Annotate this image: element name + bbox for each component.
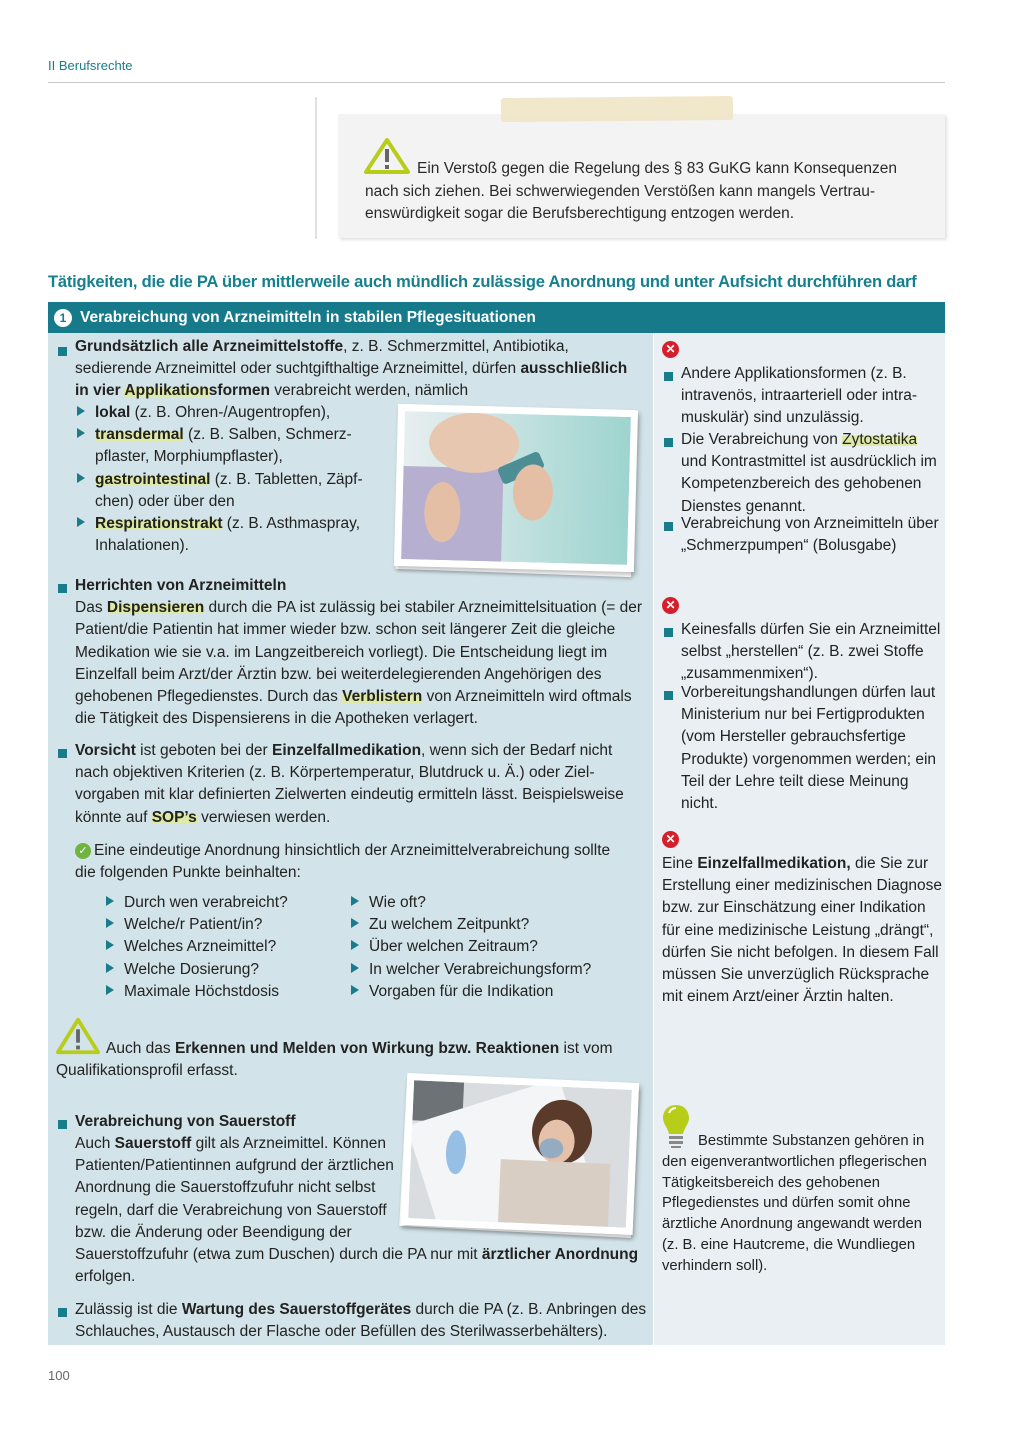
text: und Kontrastmittel ist ausdrücklich im Kompetenzbereich des gehobenen Dienstes genannt. [681, 453, 937, 515]
list-item-sauerstoff-head [75, 1111, 410, 1133]
highlight-term: Applikation [124, 382, 209, 400]
text: gilt als Arzneimittel. Können Patienten/Patientinnen aufgrund der ärztlichen Anordnung die Sauerstoffzufuhr nicht selbst regeln, darf die Verabreichung von Sauerstoff bzw. die Änderung oder Beendigung der Sauerstoffzufuhr (etwa zum Duschen) durch die PA nur mit [75, 1135, 482, 1264]
text: Die Verabreichung von [681, 431, 843, 448]
text: , z. B. Schmerzmittel, Antibiotika, sedierende Arzneimittel oder suchtgifthaltige Arzneimittel, dürfen [75, 338, 569, 378]
section-title: Tätigkeiten, die die PA über mittlerweile auch mündlich zulässige Anordnung und unter Aufsicht durchführen darf [48, 273, 917, 291]
text: Auch [75, 1135, 115, 1152]
text: (z. B. Ohren-/Augentropfen), [130, 404, 331, 421]
inhaler-image [401, 411, 631, 565]
bold-term: sformen [208, 382, 270, 400]
checklist-item [106, 981, 336, 1003]
error-icon: ✕ [662, 597, 679, 614]
text: Welche Dosierung? [124, 960, 259, 978]
list-item-applikationsformen [75, 336, 645, 403]
bullet-icon [664, 438, 673, 447]
bullet-icon [58, 749, 67, 758]
header-divider [48, 82, 945, 83]
triangle-bullet-icon [351, 985, 359, 995]
text: (z. B. Salben, Schmerz-pflaster, Morphiumpflaster), [95, 426, 352, 466]
list-item-vorsicht [75, 740, 650, 829]
triangle-bullet-icon [77, 406, 85, 416]
text: ist geboten bei der [135, 742, 273, 759]
list-item-sauerstoff [75, 1133, 650, 1288]
text: Das [75, 599, 107, 617]
section-band [48, 302, 945, 333]
section-number-badge: 1 [54, 309, 72, 327]
triangle-bullet-icon [106, 896, 114, 906]
triangle-bullet-icon [77, 428, 85, 438]
float-spacer [418, 1133, 650, 1243]
checklist-item [351, 981, 641, 1003]
checklist-item [106, 959, 336, 981]
triangle-bullet-icon [351, 940, 359, 950]
bullet-icon [664, 372, 673, 381]
running-head: II Berufsrechte [48, 58, 133, 73]
bold-term: Vorsicht [75, 742, 136, 759]
bold-term: Erkennen und Melden von Wirkung bzw. Reaktionen [174, 1040, 560, 1057]
bullet-icon [664, 522, 673, 531]
triangle-bullet-icon [106, 963, 114, 973]
text: Welches Arzneimittel? [124, 938, 277, 956]
check-icon: ✓ [75, 843, 91, 859]
text: Zulässig ist die [75, 1301, 182, 1318]
checklist-item [106, 936, 336, 958]
highlight-term: Zytostatika [842, 431, 918, 448]
triangle-bullet-icon [77, 473, 85, 483]
triangle-bullet-icon [351, 963, 359, 973]
text: Maximale Höchstdosis [124, 982, 280, 1000]
highlight-term: SOP’s [151, 808, 197, 826]
bullet-icon [58, 1308, 67, 1317]
text: Eine [662, 855, 698, 872]
triangle-bullet-icon [106, 940, 114, 950]
triangle-bullet-icon [351, 918, 359, 928]
forbidden-item [681, 429, 941, 518]
forbidden-item: Andere Applikationsformen (z. B. intravenös, intraarteriell oder intramuskulär) sind unzulässig. [681, 365, 918, 427]
checklist-item [351, 959, 641, 981]
bold-term: ausschließlich in vier [75, 360, 628, 400]
bold-term: ärztlicher Anordnung [481, 1246, 639, 1264]
triangle-bullet-icon [77, 517, 85, 527]
term: lokal [95, 404, 131, 421]
text: In welcher Verabreichungsform? [369, 960, 592, 978]
warning-note-text: Ein Verstoß gegen die Regelung des § 83 GuKG kann Konsequenzen nach sich ziehen. Bei schwerwiegenden Verstößen kann mangels Vertrauenswürdigkeit sogar die Berufsberechtigung entzogen werden. [365, 160, 897, 222]
checklist-col1 [106, 892, 336, 1003]
highlight-term: Verblistern [342, 688, 423, 706]
text: von Arzneimitteln wird oftmals die Tätigkeit des Dispensierens in die Apotheken verlagert. [75, 688, 632, 728]
forbidden-einzelfall [662, 853, 942, 1008]
text: Welche/r Patient/in? [124, 916, 263, 934]
bullet-icon [664, 691, 673, 700]
tip-text: Bestimmte Substanzen gehören in den eigenverantwortlichen pflegerischen Tätigkeitsbereich des gehobenen Pflegedienstes und dürfen somit ohne ärztliche Anordnung angewandt werden (z. B. eine Hautcreme, die Wundliegen verhindern soll). [662, 1133, 927, 1274]
term: transdermal [95, 426, 184, 444]
text: durch die PA ist zulässig bei stabiler Arzneimittelsituation (= der Patient/die Patientin hat immer wieder bzw. schon seit längerer Zeit die gleiche Medikation wie sie v.a. im Langzeitbereich vorliegt). Die Entscheidung liegt im Einzelfall beim Arzt/der Ärztin bzw. bei weiterdelegierenden Angehörigen des gehobenen Pflegedienstes. Durch das [75, 599, 643, 706]
text: Zu welchem Zeitpunkt? [369, 916, 530, 934]
text: ist vom Qualifikationsprofil erfasst. [56, 1040, 613, 1080]
error-icon: ✕ [662, 831, 679, 848]
triangle-bullet-icon [351, 896, 359, 906]
forbidden-item: Keinesfalls dürfen Sie ein Arzneimittel selbst „herstellen“ (z. B. zwei Stoffe „zusammenmixen“). [681, 621, 941, 683]
text: Auch das [106, 1040, 175, 1057]
bold-term: Sauerstoff [114, 1135, 192, 1152]
text: Über welchen Zeitraum? [369, 938, 538, 956]
checklist-item [351, 914, 641, 936]
bullet-icon [664, 628, 673, 637]
checklist-intro [75, 840, 635, 884]
text: , wenn sich der Bedarf nicht nach objektiven Kriterien (z. B. Körpertemperatur, Blutdruck u. Ä.) oder Zielvorgaben mit klar definierten Zielwerten eindeutig ermitteln lässt. Beispielsweise könnte auf [75, 742, 624, 826]
text: verwiesen werden. [196, 808, 331, 826]
bullet-icon [58, 584, 67, 593]
sub-item [77, 424, 367, 468]
text: (z. B. Asthmaspray, Inhalationen). [95, 515, 361, 555]
text: Durch wen verabreicht? [124, 894, 288, 911]
checklist-item [106, 914, 336, 936]
sub-list [77, 402, 367, 557]
vertical-divider [315, 97, 317, 239]
sub-item [77, 402, 367, 424]
text: Eine eindeutige Anordnung hinsichtlich der Arzneimittelverabreichung sollte die folgenden Punkte beinhalten: [75, 842, 611, 882]
text: Vorgaben für die Indikation [369, 982, 554, 1000]
term: gastrointestinal [95, 470, 211, 488]
bullet-icon [58, 1120, 67, 1129]
checklist-col2 [351, 892, 641, 1003]
sub-item [77, 513, 367, 557]
term: Respirationstrakt [95, 515, 223, 533]
error-icon: ✕ [662, 341, 679, 358]
bold-term: Einzelfallmedikation, [697, 855, 851, 872]
bullet-icon [58, 347, 67, 356]
inhaler-photo [394, 404, 638, 572]
warning-text [56, 1038, 646, 1082]
forbidden-item: Verabreichung von Arzneimitteln über „Schmerzpumpen“ (Bolusgabe) [681, 515, 939, 555]
checklist-item [106, 892, 336, 914]
band-title: Verabreichung von Arzneimitteln in stabilen Pflegesituationen [80, 308, 536, 326]
text: durch die PA (z. B. Anbringen des Schlauches, Austausch der Flasche oder Befüllen des Sterilwasserbehälters). [75, 1301, 647, 1341]
checklist-item [351, 892, 641, 914]
list-item-wartung [75, 1299, 653, 1343]
triangle-bullet-icon [106, 918, 114, 928]
tape-decoration [501, 96, 733, 122]
text: Wie oft? [369, 894, 426, 911]
triangle-bullet-icon [106, 985, 114, 995]
item-heading: Verabreichung von Sauerstoff [75, 1113, 296, 1130]
text: die Sie zur Erstellung einer medizinischen Diagnose bzw. zur Einschätzung einer Indikation für eine medizinische Leistung „drängt“, dürfen Sie nicht befolgen. In diesem Fall müssen Sie unverzüglich Rücksprache mit einem Arzt/einer Ärztin halten. [662, 855, 943, 1006]
list-item-herrichten [75, 575, 650, 730]
bold-term: Wartung des Sauerstoffgerätes [181, 1301, 412, 1318]
bold-term: Einzelfallmedikation [272, 742, 422, 759]
text: erfolgen. [75, 1268, 136, 1286]
forbidden-item: Vorbereitungshandlungen dürfen laut Ministerium nur bei Fertigprodukten (vom Hersteller gebrauchsfertige Produkte) vorgenommen werden; ein Teil der Lehre teilt diese Meinung nicht. [681, 684, 937, 813]
highlight-term: Dispensieren [106, 599, 205, 617]
bold-term: Grundsätzlich alle Arzneimittelstoffe [75, 338, 344, 355]
text: verabreicht werden, nämlich [269, 382, 469, 400]
item-heading: Herrichten von Arzneimitteln [75, 577, 287, 594]
text: (z. B. Tabletten, Zäpf-chen) oder über den [95, 470, 363, 510]
page-number: 100 [48, 1368, 70, 1383]
sub-item [77, 469, 367, 513]
checklist-item [351, 936, 641, 958]
